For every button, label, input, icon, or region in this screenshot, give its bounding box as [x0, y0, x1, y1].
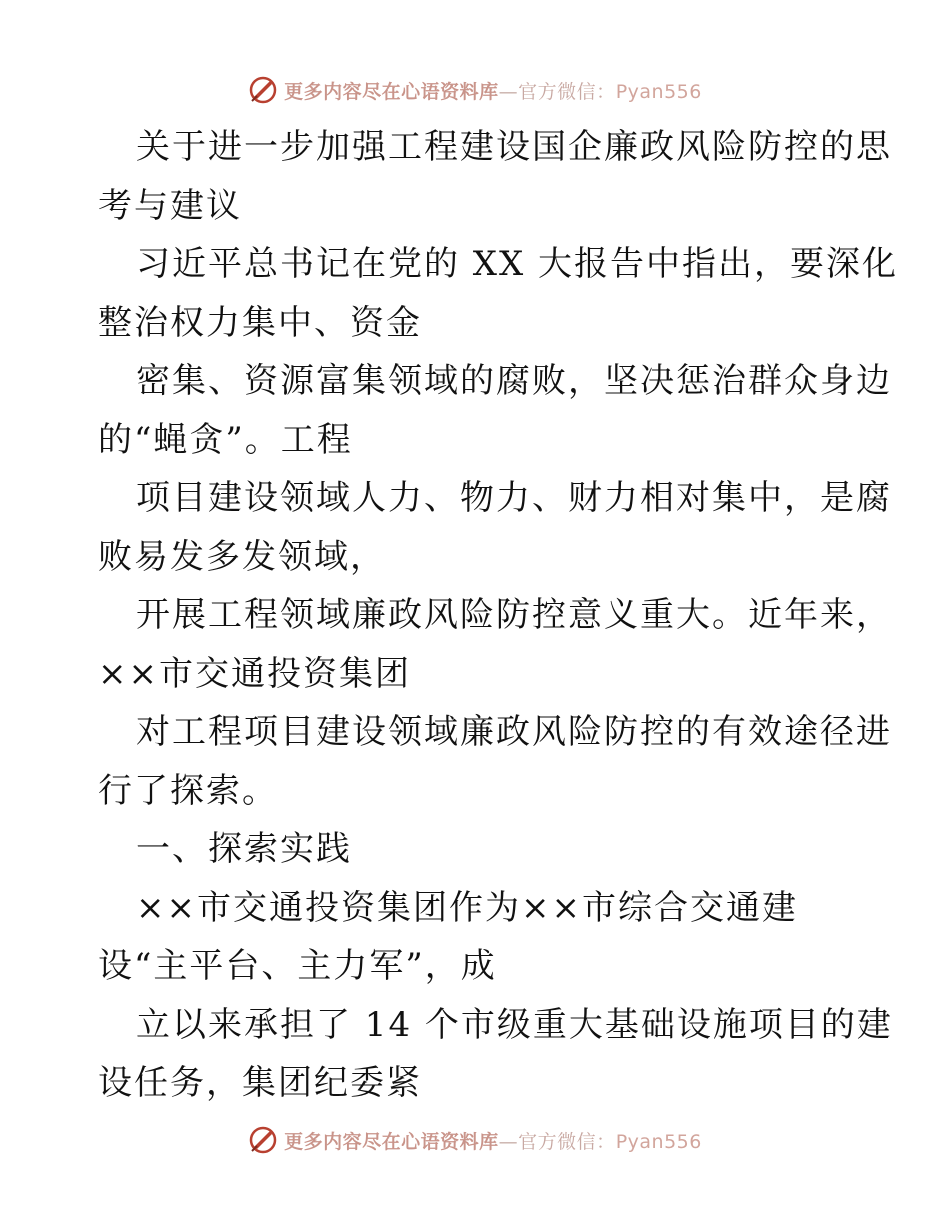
watermark-account: Pyan556: [615, 80, 702, 103]
footer-watermark: [0, 1120, 950, 1160]
title-line: 考与建议: [98, 185, 242, 226]
text-line: 行了探索。: [98, 770, 278, 811]
quill-logo-icon: [248, 1125, 278, 1155]
text-line: 整治权力集中、资金: [98, 302, 422, 343]
text-line: 项目建设领域人力、物力、财力相对集中，是腐: [136, 478, 892, 518]
text-line: 设任务，集团纪委紧: [98, 1063, 422, 1103]
text-line: 对工程项目建设领域廉政风险防控的有效途径进: [136, 712, 892, 752]
text-line: 密集、资源富集领域的腐败，坚决惩治群众身边: [136, 361, 892, 401]
text-line: 设“主平台、主力军”，成: [98, 946, 497, 986]
document-body: [98, 118, 899, 1113]
text-line: 败易发多发领域，: [98, 536, 386, 577]
text-line: ××市交通投资集团: [98, 653, 411, 694]
text-line: ××市交通投资集团作为××市综合交通建: [136, 887, 798, 928]
quill-logo-icon: [248, 75, 278, 105]
watermark-dash: —: [498, 1130, 519, 1153]
text-line: 开展工程领域廉政风险防控意义重大。近年来，: [136, 595, 892, 635]
watermark-account: Pyan556: [615, 1130, 702, 1153]
watermark-dash: —: [498, 80, 519, 103]
title-line: 关于进一步加强工程建设国企廉政风险防控的思: [136, 127, 892, 167]
watermark-wechat-label: 官方微信：: [518, 80, 616, 103]
watermark-brand: 更多内容尽在心语资料库: [284, 1130, 499, 1153]
watermark-brand: 更多内容尽在心语资料库: [284, 80, 499, 103]
section-heading: 一、探索实践: [136, 829, 352, 869]
watermark-wechat-label: 官方微信：: [518, 1130, 616, 1153]
text-line: 立以来承担了 14 个市级重大基础设施项目的建: [136, 1004, 893, 1045]
text-line: 的“蝇贪”。工程: [98, 419, 353, 460]
text-line: 习近平总书记在党的 XX 大报告中指出，要深化: [136, 244, 899, 284]
header-watermark: [0, 70, 950, 110]
